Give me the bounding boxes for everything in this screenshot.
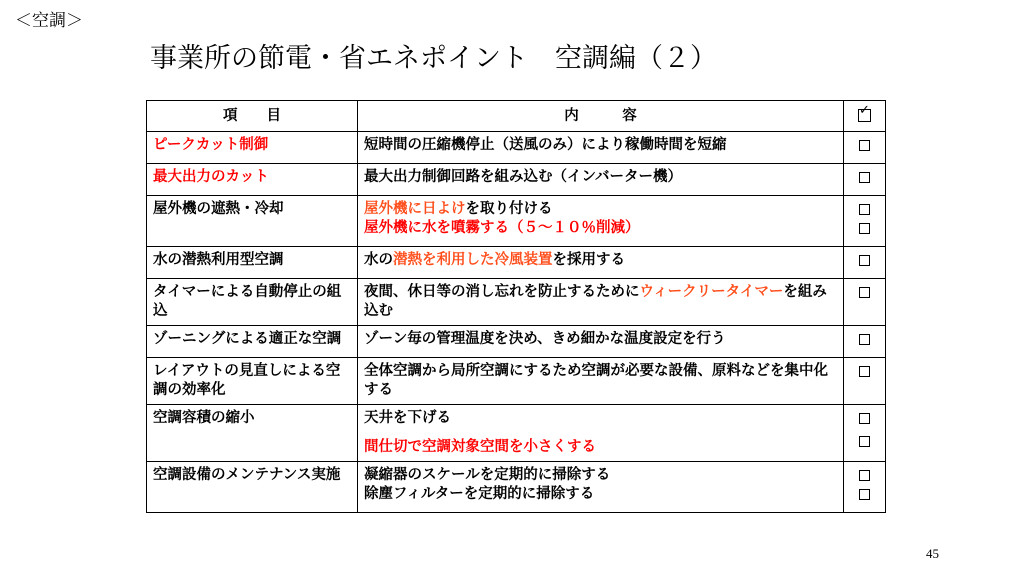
row-content [358,164,844,196]
header-item: 項 目 [147,101,358,132]
row-item: レイアウトの見直しによる空調の効率化 [147,358,358,405]
checkbox[interactable] [859,172,870,183]
content-segment: ゾーン毎の管理温度を決め、きめ細かな温度設定を行う [364,331,726,347]
row-checks [844,247,886,279]
row-checks [844,279,886,326]
header-content: 内 容 [358,101,844,132]
row-item: 最大出力のカット [147,164,358,196]
checkbox[interactable] [859,470,870,481]
row-content [358,326,844,358]
table-body [147,132,886,513]
row-item: 空調容積の縮小 [147,405,358,462]
content-line [364,485,837,504]
content-segment: を取り付ける [465,201,553,217]
row-checks [844,164,886,196]
content-line [364,362,837,400]
content-line [364,330,837,349]
content-line [364,251,837,270]
checkbox[interactable] [859,436,870,447]
table-row [147,405,886,462]
page-number: 45 [926,546,939,561]
content-segment: ウィークリータイマー [639,284,784,300]
checkbox[interactable] [859,413,870,424]
row-checks [844,326,886,358]
checkbox[interactable] [859,223,870,234]
checkbox[interactable] [859,204,870,215]
content-segment: 水の [364,252,393,268]
checkbox[interactable] [859,287,870,298]
row-checks [844,196,886,247]
content-segment: 全体空調から局所空調にするため空調が必要な設備、原料などを集中化する [364,363,828,398]
content-line [364,466,837,485]
row-content [358,247,844,279]
content-segment: を採用する [552,252,625,268]
content-segment: 屋外機に水を噴霧する（５～１０％削減） [364,220,640,236]
row-item: ピークカット制御 [147,132,358,164]
row-checks [844,405,886,462]
table-header-row [147,101,886,132]
content-segment: 潜熱を利用した冷風装置 [393,252,553,268]
content-line [364,168,837,187]
row-item: 空調設備のメンテナンス実施 [147,462,358,513]
table-row [147,358,886,405]
checkbox[interactable] [859,334,870,345]
content-line [364,200,837,219]
row-item: 水の潜熱利用型空調 [147,247,358,279]
content-segment: 屋外機に日よけ [364,201,466,217]
content-segment: 凝縮器のスケールを定期的に掃除する [364,467,611,483]
checked-box-icon: ✓ [858,109,871,122]
content-segment: 天井を下げる [364,410,451,426]
content-line [364,219,837,238]
table-row [147,247,886,279]
content-line [364,136,837,155]
row-checks [844,358,886,405]
row-item: ゾーニングによる適正な空調 [147,326,358,358]
table-row [147,462,886,513]
content-segment: 短時間の圧縮機停止（送風のみ）により稼働時間を短縮 [364,137,727,153]
section-label: ＜空調＞ [15,11,83,31]
measures-table [146,100,886,513]
content-segment: 夜間、休日等の消し忘れを防止するために [364,284,640,300]
row-checks [844,462,886,513]
row-content [358,196,844,247]
checkbox[interactable] [859,255,870,266]
content-line [364,283,837,321]
table-row [147,196,886,247]
row-content [358,405,844,462]
table-row [147,279,886,326]
row-item: タイマーによる自動停止の組込 [147,279,358,326]
content-segment: 間仕切で空調対象空間を小さくする [364,439,596,455]
content-segment: 最大出力制御回路を組み込む（インバーター機） [364,169,682,185]
row-item: 屋外機の遮熱・冷却 [147,196,358,247]
table-row [147,326,886,358]
row-content [358,132,844,164]
header-check [844,101,886,132]
row-content [358,358,844,405]
table-row [147,164,886,196]
checkbox[interactable] [859,366,870,377]
checkbox[interactable] [859,140,870,151]
content-line [364,409,837,428]
content-segment: 除塵フィルターを定期的に掃除する [364,486,595,502]
slide-title: 事業所の節電・省エネポイント 空調編（２） [150,43,717,74]
row-content [358,279,844,326]
row-checks [844,132,886,164]
table-row [147,132,886,164]
content-segment: を組み込む [364,284,827,319]
row-content [358,462,844,513]
content-line [364,438,837,457]
checkbox[interactable] [859,489,870,500]
